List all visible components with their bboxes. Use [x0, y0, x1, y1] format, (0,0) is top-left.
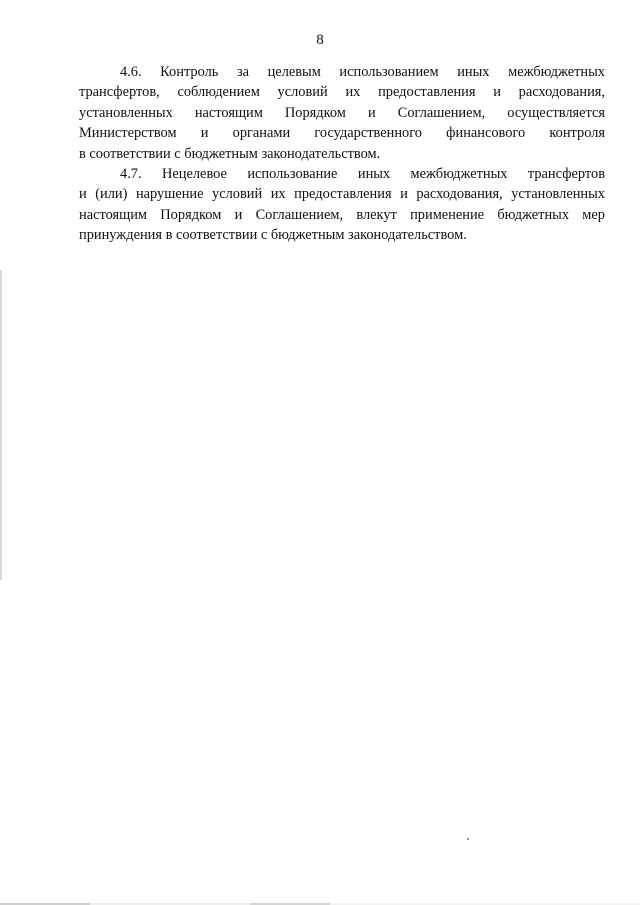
paragraph-line: 4.6. Контроль за целевым использованием иных межбюджетных [120, 64, 605, 80]
paragraph-4-6 [79, 62, 605, 164]
scan-edge-mark [0, 270, 2, 580]
document-body [79, 62, 605, 246]
scan-speck [467, 838, 469, 840]
paragraph-line: трансфертов, соблюдением условий их предоставления и расходования, [79, 84, 605, 101]
page-number: 8 [316, 32, 324, 48]
paragraph-line: и (или) нарушение условий их предоставления и расходования, установленных [79, 186, 605, 203]
paragraph-line: 4.7. Нецелевое использование иных межбюджетных трансфертов [120, 166, 605, 183]
paragraph-line: в соответствии с бюджетным законодательством. [79, 145, 381, 162]
paragraph-line: настоящим Порядком и Соглашением, влекут применение бюджетных мер [79, 206, 605, 223]
paragraph-line: принуждения в соответствии с бюджетным законодательством. [79, 227, 467, 244]
paragraph-line: установленных настоящим Порядком и Соглашением, осуществляется [79, 104, 605, 121]
paragraph-line: Министерством и органами государственного финансового контроля [79, 125, 605, 142]
paragraph-4-7 [79, 164, 605, 246]
